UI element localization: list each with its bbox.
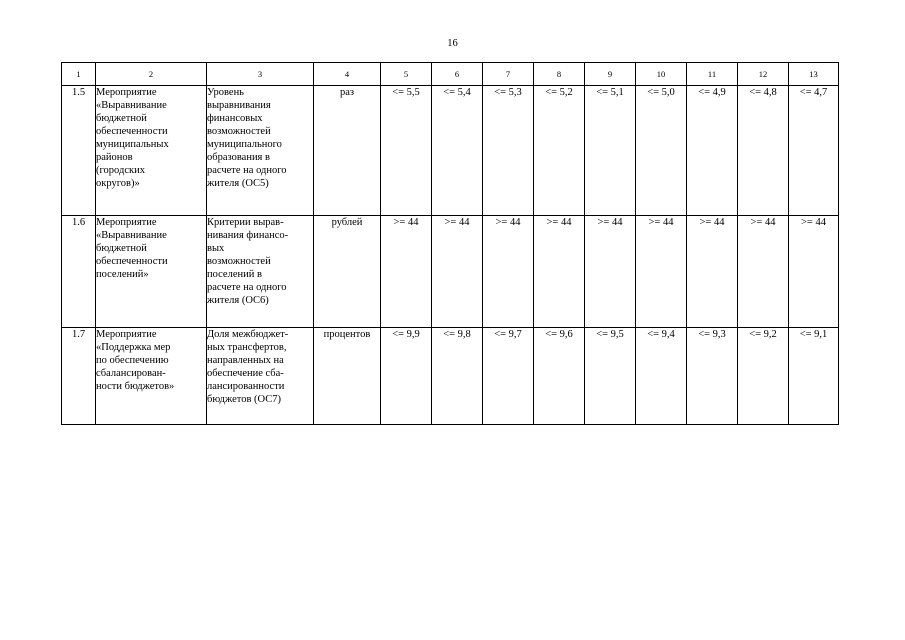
value-cell: >= 44: [789, 216, 839, 328]
event-cell: [96, 328, 207, 425]
value-cell: >= 44: [534, 216, 585, 328]
column-header: 3: [207, 63, 314, 86]
indicator-cell: [207, 328, 314, 425]
value-cell: <= 5,0: [636, 86, 687, 216]
table-row: [62, 86, 839, 216]
column-header: 10: [636, 63, 687, 86]
column-header: 11: [687, 63, 738, 86]
indicator-text: Доля межбюджет- ных трансфертов, направленных на обеспечение сба- лансированности бюджетов (ОС7): [207, 329, 289, 405]
table-row: [62, 328, 839, 425]
indicator-text: Уровень выравнивания финансовых возможностей муниципального образования в расчете на одного жителя (ОС5): [207, 87, 287, 189]
value-cell: <= 5,3: [483, 86, 534, 216]
value-cell: <= 9,8: [432, 328, 483, 425]
value-cell: >= 44: [738, 216, 789, 328]
indicators-table: [61, 62, 839, 425]
value-cell: <= 9,9: [381, 328, 432, 425]
value-cell: <= 9,1: [789, 328, 839, 425]
event-cell: [96, 86, 207, 216]
unit-cell: раз: [314, 86, 381, 216]
value-cell: <= 4,9: [687, 86, 738, 216]
value-cell: <= 9,7: [483, 328, 534, 425]
header-row: [62, 63, 839, 86]
value-cell: <= 9,3: [687, 328, 738, 425]
indicator-cell: [207, 86, 314, 216]
value-cell: <= 4,8: [738, 86, 789, 216]
value-cell: <= 5,4: [432, 86, 483, 216]
value-cell: <= 9,6: [534, 328, 585, 425]
indicator-cell: [207, 216, 314, 328]
value-cell: >= 44: [585, 216, 636, 328]
event-text: Мероприятие «Выравнивание бюджетной обеспеченности поселений»: [96, 217, 168, 280]
value-cell: <= 5,5: [381, 86, 432, 216]
value-cell: >= 44: [636, 216, 687, 328]
event-text: Мероприятие «Выравнивание бюджетной обеспеченности муниципальных районов (городских округов)»: [96, 87, 169, 189]
value-cell: >= 44: [483, 216, 534, 328]
column-header: 1: [62, 63, 96, 86]
column-header: 12: [738, 63, 789, 86]
value-cell: <= 4,7: [789, 86, 839, 216]
column-header: 9: [585, 63, 636, 86]
column-header: 2: [96, 63, 207, 86]
row-number: 1.6: [62, 216, 96, 328]
column-header: 6: [432, 63, 483, 86]
value-cell: <= 5,2: [534, 86, 585, 216]
column-header: 5: [381, 63, 432, 86]
page-number: 16: [447, 38, 458, 49]
column-header: 8: [534, 63, 585, 86]
unit-cell: процентов: [314, 328, 381, 425]
value-cell: >= 44: [381, 216, 432, 328]
column-header: 7: [483, 63, 534, 86]
value-cell: <= 5,1: [585, 86, 636, 216]
value-cell: <= 9,2: [738, 328, 789, 425]
value-cell: <= 9,5: [585, 328, 636, 425]
column-header: 13: [789, 63, 839, 86]
column-header: 4: [314, 63, 381, 86]
row-number: 1.5: [62, 86, 96, 216]
event-cell: [96, 216, 207, 328]
value-cell: >= 44: [432, 216, 483, 328]
table-row: [62, 216, 839, 328]
value-cell: >= 44: [687, 216, 738, 328]
event-text: Мероприятие «Поддержка мер по обеспечению сбалансирован- ности бюджетов»: [96, 329, 175, 392]
indicator-text: Критерии вырав- нивания финансо- вых возможностей поселений в расчете на одного жителя (ОС6): [207, 217, 289, 306]
row-number: 1.7: [62, 328, 96, 425]
unit-cell: рублей: [314, 216, 381, 328]
value-cell: <= 9,4: [636, 328, 687, 425]
